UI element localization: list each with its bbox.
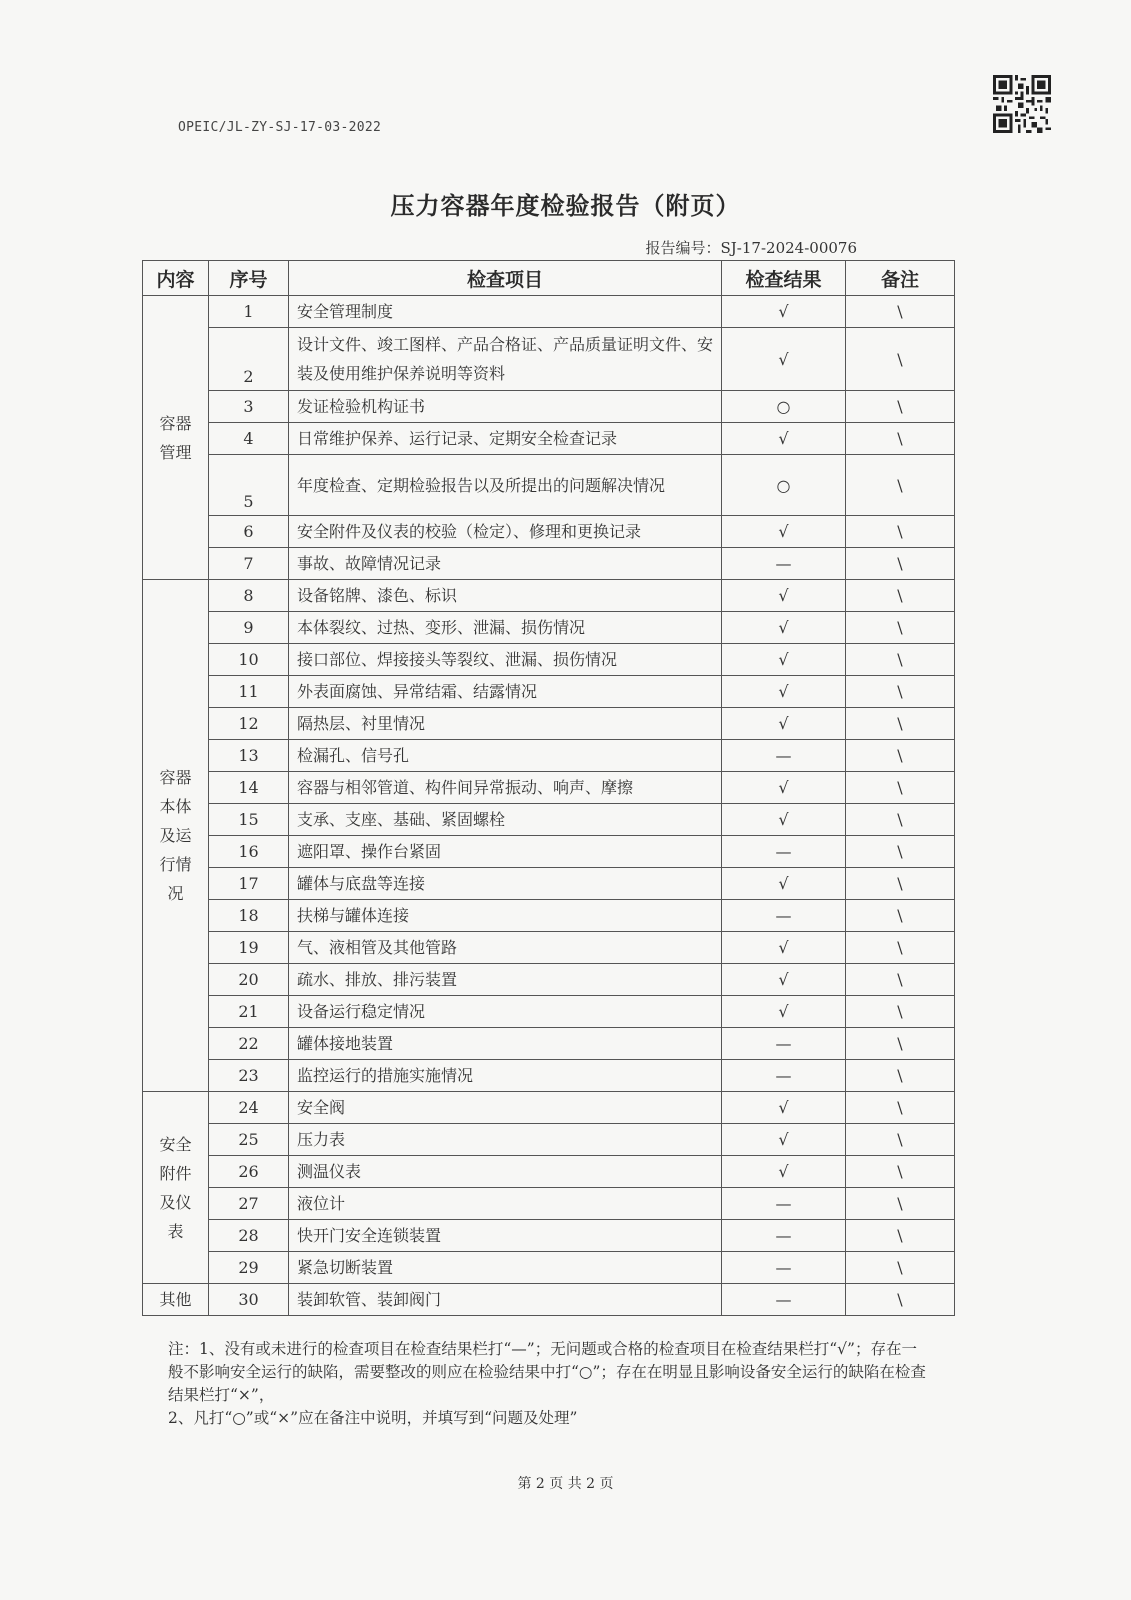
table-row (143, 1188, 955, 1220)
item-cell: 罐体接地装置 (289, 1028, 722, 1060)
number-cell: 3 (209, 391, 289, 423)
category-cell (143, 1284, 209, 1316)
table-row (143, 1252, 955, 1284)
table-row (143, 612, 955, 644)
result-cell: √ (722, 423, 846, 455)
result-cell: √ (722, 708, 846, 740)
item-cell: 设备运行稳定情况 (289, 996, 722, 1028)
item-cell: 检漏孔、信号孔 (289, 740, 722, 772)
result-cell: √ (722, 516, 846, 548)
notes (168, 1338, 928, 1430)
result-cell: √ (722, 644, 846, 676)
remark-cell: \ (846, 740, 955, 772)
table-row (143, 772, 955, 804)
remark-cell: \ (846, 548, 955, 580)
category-cell (143, 580, 209, 1092)
table-row (143, 900, 955, 932)
result-cell: √ (722, 996, 846, 1028)
result-cell: — (722, 1188, 846, 1220)
category-label: 容器本体及运行情况 (159, 768, 192, 903)
result-cell: √ (722, 1092, 846, 1124)
number-cell: 4 (209, 423, 289, 455)
number-cell: 12 (209, 708, 289, 740)
qr-code-icon (993, 75, 1051, 133)
number-cell: 26 (209, 1156, 289, 1188)
result-cell: √ (722, 676, 846, 708)
header-category: 内容 (143, 261, 209, 296)
remark-cell: \ (846, 423, 955, 455)
category-cell (143, 296, 209, 580)
table-row (143, 1156, 955, 1188)
item-cell: 罐体与底盘等连接 (289, 868, 722, 900)
item-cell: 液位计 (289, 1188, 722, 1220)
table-row (143, 708, 955, 740)
item-cell: 紧急切断装置 (289, 1252, 722, 1284)
table-row (143, 580, 955, 612)
item-cell: 隔热层、衬里情况 (289, 708, 722, 740)
table-row (143, 740, 955, 772)
number-cell: 2 (209, 328, 289, 391)
result-cell: √ (722, 1124, 846, 1156)
document-code: OPEIC/JL-ZY-SJ-17-03-2022 (178, 120, 382, 135)
remark-cell: \ (846, 644, 955, 676)
number-cell: 22 (209, 1028, 289, 1060)
category-label: 其他 (159, 1290, 192, 1309)
result-cell: √ (722, 964, 846, 996)
page-title: 压力容器年度检验报告（附页） (390, 192, 741, 220)
number-cell: 13 (209, 740, 289, 772)
remark-cell: \ (846, 836, 955, 868)
number-cell: 23 (209, 1060, 289, 1092)
remark-cell: \ (846, 964, 955, 996)
result-cell: ○ (722, 391, 846, 423)
item-cell: 接口部位、焊接接头等裂纹、泄漏、损伤情况 (289, 644, 722, 676)
item-cell: 事故、故障情况记录 (289, 548, 722, 580)
remark-cell: \ (846, 516, 955, 548)
item-cell: 快开门安全连锁装置 (289, 1220, 722, 1252)
result-cell: — (722, 900, 846, 932)
remark-cell: \ (846, 804, 955, 836)
remark-cell: \ (846, 580, 955, 612)
result-cell: √ (722, 328, 846, 391)
item-cell: 年度检查、定期检验报告以及所提出的问题解决情况 (289, 455, 722, 516)
inspection-table (142, 260, 955, 1316)
result-cell: — (722, 1028, 846, 1060)
item-cell: 测温仪表 (289, 1156, 722, 1188)
table-row (143, 868, 955, 900)
table-row (143, 1220, 955, 1252)
category-cell (143, 1092, 209, 1284)
remark-cell: \ (846, 676, 955, 708)
table-row (143, 296, 955, 328)
number-cell: 28 (209, 1220, 289, 1252)
remark-cell: \ (846, 1028, 955, 1060)
number-cell: 14 (209, 772, 289, 804)
number-cell: 5 (209, 455, 289, 516)
number-cell: 20 (209, 964, 289, 996)
number-cell: 11 (209, 676, 289, 708)
category-label: 安全附件及仪表 (159, 1134, 192, 1241)
number-cell: 17 (209, 868, 289, 900)
remark-cell: \ (846, 708, 955, 740)
item-cell: 扶梯与罐体连接 (289, 900, 722, 932)
number-cell: 15 (209, 804, 289, 836)
header-number: 序号 (209, 261, 289, 296)
number-cell: 1 (209, 296, 289, 328)
number-cell: 24 (209, 1092, 289, 1124)
table-row (143, 1060, 955, 1092)
note-2: 2、凡打“○”或“×”应在备注中说明，并填写到“问题及处理” (168, 1409, 578, 1427)
table-row (143, 328, 955, 391)
remark-cell: \ (846, 1156, 955, 1188)
table-row (143, 836, 955, 868)
remark-cell: \ (846, 932, 955, 964)
number-cell: 16 (209, 836, 289, 868)
item-cell: 装卸软管、装卸阀门 (289, 1284, 722, 1316)
item-cell: 气、液相管及其他管路 (289, 932, 722, 964)
number-cell: 30 (209, 1284, 289, 1316)
table-row (143, 676, 955, 708)
number-cell: 19 (209, 932, 289, 964)
table-row (143, 932, 955, 964)
number-cell: 8 (209, 580, 289, 612)
result-cell: — (722, 740, 846, 772)
table-row (143, 964, 955, 996)
table-header-row (143, 261, 955, 296)
item-cell: 支承、支座、基础、紧固螺栓 (289, 804, 722, 836)
table-row (143, 423, 955, 455)
table-row (143, 516, 955, 548)
remark-cell: \ (846, 455, 955, 516)
item-cell: 安全附件及仪表的校验（检定）、修理和更换记录 (289, 516, 722, 548)
number-cell: 18 (209, 900, 289, 932)
result-cell: √ (722, 580, 846, 612)
result-cell: √ (722, 804, 846, 836)
number-cell: 29 (209, 1252, 289, 1284)
report-number: 报告编号：SJ-17-2024-00076 (645, 239, 857, 257)
result-cell: √ (722, 932, 846, 964)
item-cell: 设备铭牌、漆色、标识 (289, 580, 722, 612)
remark-cell: \ (846, 772, 955, 804)
item-cell: 疏水、排放、排污装置 (289, 964, 722, 996)
item-cell: 设计文件、竣工图样、产品合格证、产品质量证明文件、安装及使用维护保养说明等资料 (289, 328, 722, 391)
item-cell: 压力表 (289, 1124, 722, 1156)
remark-cell: \ (846, 868, 955, 900)
number-cell: 10 (209, 644, 289, 676)
table-row (143, 455, 955, 516)
item-cell: 容器与相邻管道、构件间异常振动、响声、摩擦 (289, 772, 722, 804)
remark-cell: \ (846, 328, 955, 391)
remark-cell: \ (846, 391, 955, 423)
item-cell: 安全阀 (289, 1092, 722, 1124)
result-cell: √ (722, 1156, 846, 1188)
remark-cell: \ (846, 996, 955, 1028)
result-cell: — (722, 1284, 846, 1316)
table-row (143, 996, 955, 1028)
number-cell: 6 (209, 516, 289, 548)
result-cell: √ (722, 868, 846, 900)
table-body (143, 296, 955, 1316)
result-cell: — (722, 1220, 846, 1252)
table-row (143, 1124, 955, 1156)
header-remark: 备注 (846, 261, 955, 296)
number-cell: 25 (209, 1124, 289, 1156)
result-cell: √ (722, 296, 846, 328)
page-footer: 第 2 页 共 2 页 (517, 1476, 614, 1492)
result-cell: √ (722, 612, 846, 644)
table-row (143, 804, 955, 836)
remark-cell: \ (846, 1124, 955, 1156)
remark-cell: \ (846, 1188, 955, 1220)
result-cell: — (722, 836, 846, 868)
remark-cell: \ (846, 1252, 955, 1284)
remark-cell: \ (846, 1220, 955, 1252)
category-label: 容器管理 (159, 413, 192, 462)
table-row (143, 1092, 955, 1124)
header-result: 检查结果 (722, 261, 846, 296)
table-row (143, 1028, 955, 1060)
remark-cell: \ (846, 612, 955, 644)
remark-cell: \ (846, 1284, 955, 1316)
result-cell: — (722, 1252, 846, 1284)
item-cell: 监控运行的措施实施情况 (289, 1060, 722, 1092)
item-cell: 日常维护保养、运行记录、定期安全检查记录 (289, 423, 722, 455)
number-cell: 27 (209, 1188, 289, 1220)
item-cell: 发证检验机构证书 (289, 391, 722, 423)
result-cell: ○ (722, 455, 846, 516)
note-1: 注：1、没有或未进行的检查项目在检查结果栏打“—”；无问题或合格的检查项目在检查结果栏打“√”；存在一般不影响安全运行的缺陷，需要整改的则应在检验结果中打“○”；存在在明显且影响设备安全运行的缺陷在检查结果栏打“×”， (168, 1340, 926, 1404)
result-cell: — (722, 548, 846, 580)
item-cell: 外表面腐蚀、异常结霜、结露情况 (289, 676, 722, 708)
remark-cell: \ (846, 1092, 955, 1124)
item-cell: 安全管理制度 (289, 296, 722, 328)
item-cell: 遮阳罩、操作台紧固 (289, 836, 722, 868)
table-row (143, 1284, 955, 1316)
number-cell: 9 (209, 612, 289, 644)
number-cell: 21 (209, 996, 289, 1028)
result-cell: — (722, 1060, 846, 1092)
table-row (143, 391, 955, 423)
remark-cell: \ (846, 296, 955, 328)
item-cell: 本体裂纹、过热、变形、泄漏、损伤情况 (289, 612, 722, 644)
table-row (143, 548, 955, 580)
header-item: 检查项目 (289, 261, 722, 296)
result-cell: √ (722, 772, 846, 804)
table-row (143, 644, 955, 676)
remark-cell: \ (846, 1060, 955, 1092)
number-cell: 7 (209, 548, 289, 580)
remark-cell: \ (846, 900, 955, 932)
